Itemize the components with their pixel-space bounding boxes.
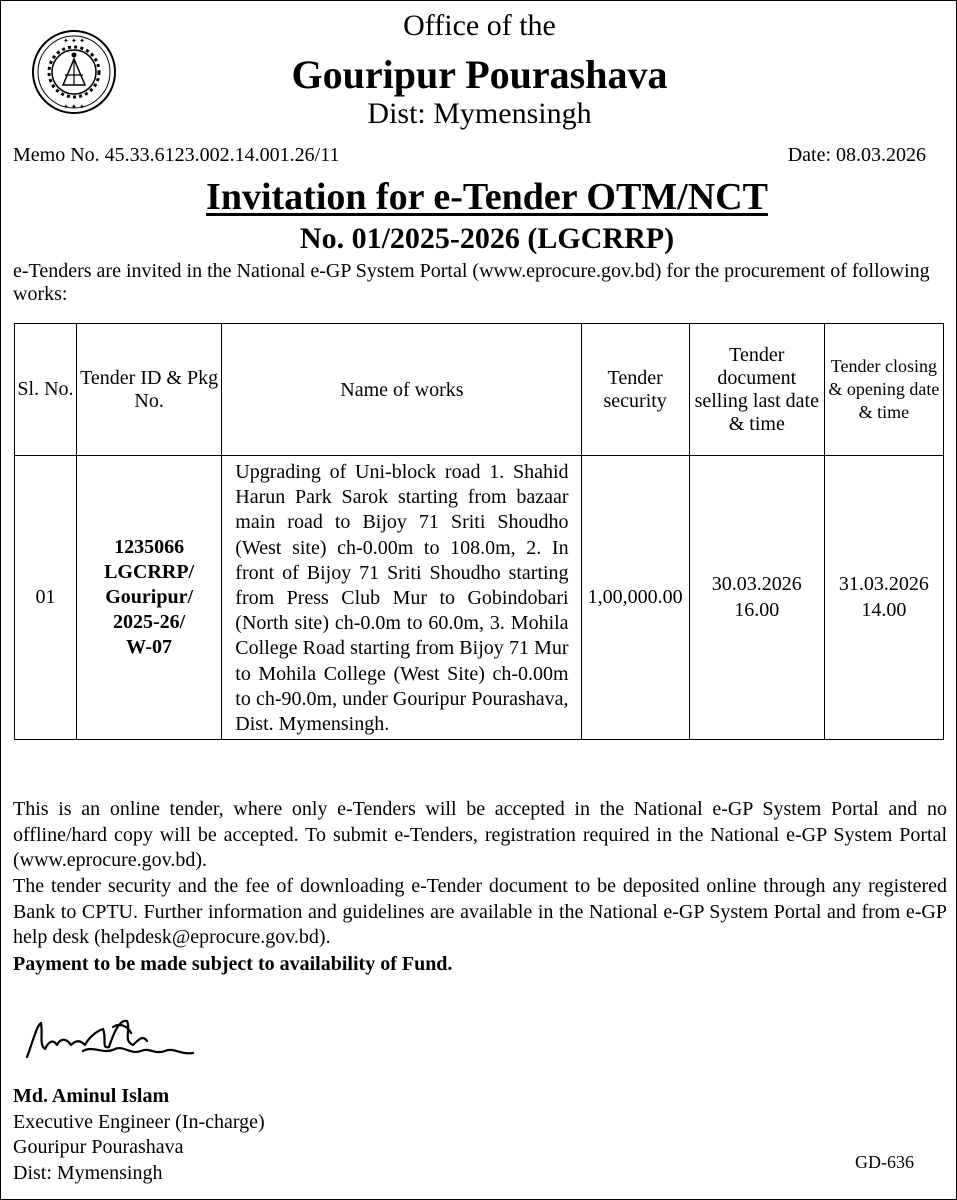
tender-table [14,323,944,740]
header-security: Tender security [581,324,689,456]
row-closing-date: 31.03.2026 14.00 [824,456,943,740]
intro-text: e-Tenders are invited in the National e-GP System Portal (www.eprocure.gov.bd) for the procurement of following works: [13,260,930,305]
tender-title: Invitation for e-Tender OTM/NCT [206,176,768,218]
header-name-of-works: Name of works [222,324,581,456]
svg-text:✦ ✦ ✦: ✦ ✦ ✦ [62,103,86,111]
table-header-row [15,324,944,456]
table-row [15,456,944,740]
signatory-district: Dist: Mymensingh [13,1161,163,1184]
memo-number: Memo No. 45.33.6123.002.14.001.26/11 [13,144,340,166]
row-name-of-works: Upgrading of Uni-block road 1. Shahid Harun Park Sarok starting from bazaar main road to Bijoy 71 Sriti Shoudho (West site) ch-0.00m to 108.0m, 2. In front of Bijoy 71 Sriti Shoudho starting from Press Club Mur to Gobindobari (North site) ch-0.0m to 60.0m, 3. Mohila College Road starting from Bijoy 71 Mur to Mohila College (West Site) ch-0.00m to ch-90.0m, under Gouripur Pourashava, Dist. Mymensingh. [222,456,581,740]
row-tender-id: 1235066 LGCRRP/ Gouripur/ 2025-26/ W-07 [76,456,221,740]
header-tender-id: Tender ID & Pkg No. [76,324,221,456]
memo-date: Date: 08.03.2026 [787,144,926,166]
svg-text:✦ ✦ ✦: ✦ ✦ ✦ [62,37,86,45]
header-selling-date: Tender document selling last date & time [689,324,824,456]
signatory-block [13,1084,265,1186]
row-security: 1,00,000.00 [581,456,689,740]
row-sl: 01 [15,456,77,740]
signature-icon [23,1011,203,1073]
org-name: Gouripur Pourashava [291,52,668,97]
tender-number: No. 01/2025-2026 (LGCRRP) [299,222,675,255]
office-line: Office of the [403,9,556,42]
reference-code: GD-636 [855,1152,914,1172]
row-selling-date: 30.03.2026 16.00 [689,456,824,740]
payment-note: Payment to be made subject to availability of Fund. [13,953,453,975]
header-closing-date: Tender closing & opening date & time [824,324,943,456]
signatory-name: Md. Aminul Islam [13,1085,170,1107]
signatory-designation: Executive Engineer (In-charge) [13,1110,265,1133]
online-tender-paragraph: This is an online tender, where only e-Tenders will be accepted in the National e-GP System Portal and no offline/hard copy will be accepted. To submit e-Tenders, registration required in the National e-GP System Portal (www.eprocure.gov.bd). [13,798,947,872]
signatory-org: Gouripur Pourashava [13,1136,184,1158]
security-fee-paragraph: The tender security and the fee of downloading e-Tender document to be deposited online through any registered Bank to CPTU. Further information and guidelines are available in the National e-GP System Portal and from e-GP help desk (helpdesk@eprocure.gov.bd). [13,875,947,949]
header-sl: Sl. No. [15,324,77,456]
district-line: Dist: Mymensingh [367,97,592,130]
